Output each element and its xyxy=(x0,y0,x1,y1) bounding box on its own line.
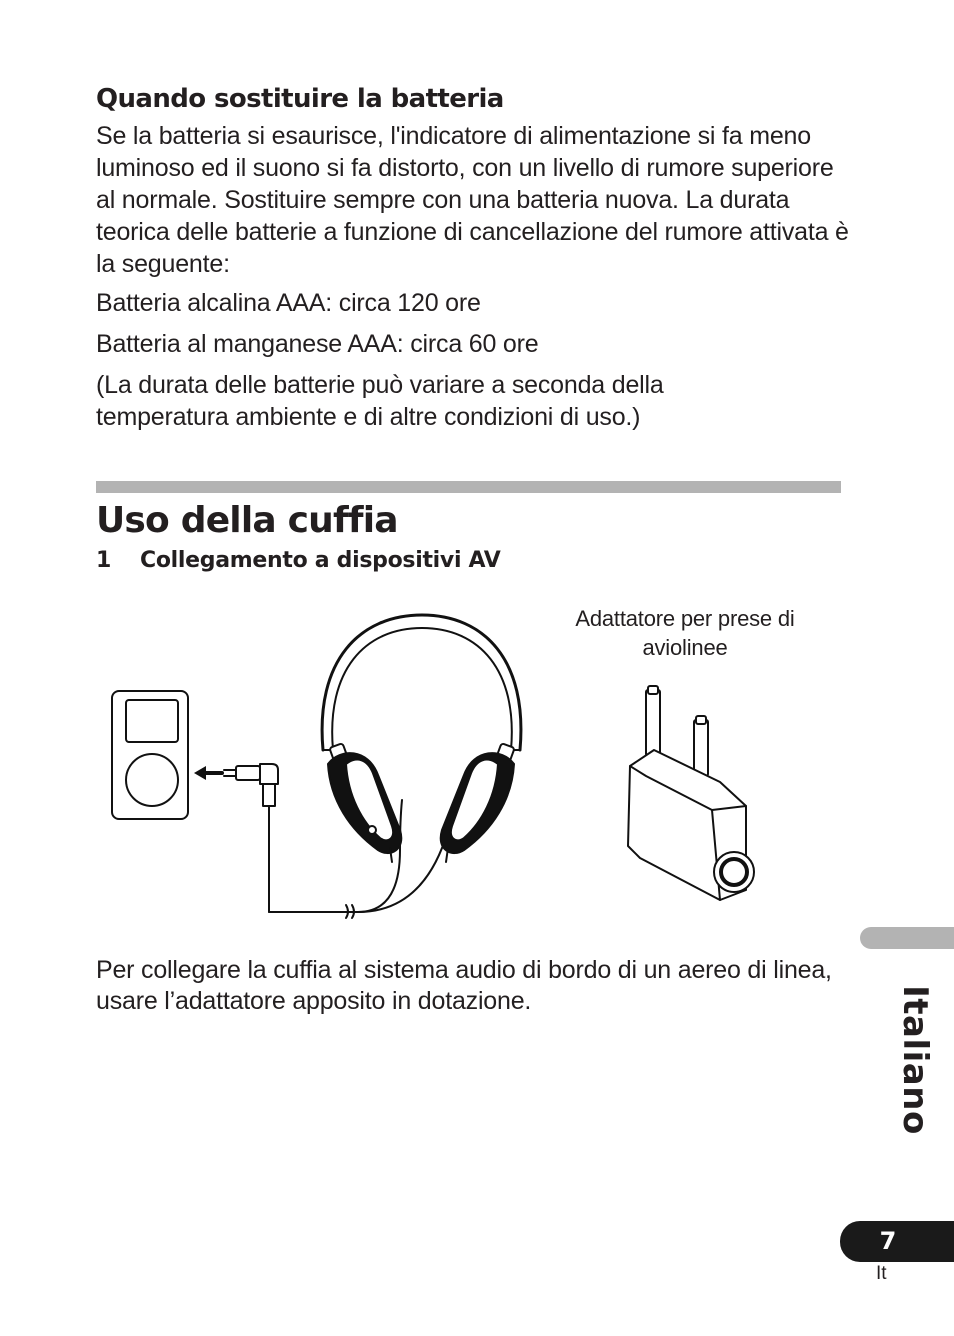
step-heading xyxy=(96,548,501,573)
language-tab-label: Italiano xyxy=(895,985,935,1135)
page-number: 7 xyxy=(879,1227,897,1255)
section-divider xyxy=(96,481,841,493)
language-code: It xyxy=(876,1263,887,1284)
arrow-left-icon xyxy=(194,766,222,780)
language-tab-marker xyxy=(860,927,954,949)
manganese-duration: Batteria al manganese AAA: circa 60 ore xyxy=(96,330,539,358)
airline-paragraph: Per collegare la cuffia al sistema audio di bordo di un aereo di linea, usare l’adattatore apposito in dotazione. xyxy=(96,956,832,1015)
step-number: 1 xyxy=(96,548,112,573)
battery-heading: Quando sostituire la batteria xyxy=(96,84,504,114)
airline-adapter-icon xyxy=(628,686,754,900)
connection-illustration xyxy=(100,600,780,930)
note-line-2: temperatura ambiente e di altre condizioni di uso.) xyxy=(96,403,641,431)
audio-player-icon xyxy=(112,691,188,819)
battery-paragraph: Se la batteria si esaurisce, l'indicatore di alimentazione si fa meno luminoso ed il suono si fa distorto, con un livello di rumore superiore al normale. Sostituire sempre con una batteria nuova. La durata teorica delle batterie a funzione di cancellazione del rumore attivata è la seguente: xyxy=(96,122,849,278)
headphones-icon xyxy=(322,615,521,862)
note-line-1: (La durata delle batterie può variare a seconda della xyxy=(96,371,664,399)
alkaline-duration: Batteria alcalina AAA: circa 120 ore xyxy=(96,289,481,317)
adapter-caption: Adattatore per prese di aviolinee xyxy=(575,606,795,660)
section-title: Uso della cuffia xyxy=(96,500,398,541)
step-label: Collegamento a dispositivi AV xyxy=(140,548,501,573)
